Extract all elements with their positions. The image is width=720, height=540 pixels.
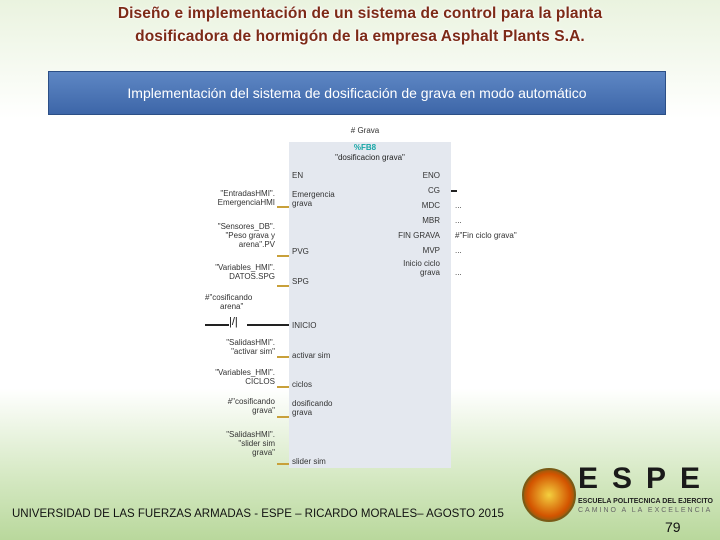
- pin-inicio-ciclo-1: Inicio ciclo: [403, 259, 440, 268]
- pin-dosif-1: dosificando: [292, 399, 333, 408]
- activar-source-2: "activar sim": [231, 347, 275, 356]
- ciclos-source-2: CICLOS: [245, 377, 275, 386]
- pin-spg: SPG: [292, 277, 309, 286]
- pv-source-1: "Sensores_DB".: [217, 222, 275, 231]
- wire-cg: [451, 190, 457, 192]
- pin-emergencia-2: grava: [292, 199, 313, 208]
- dosif-source-2: grava": [252, 406, 275, 415]
- pin-mvp: MVP: [422, 246, 440, 255]
- mvp-dots: ...: [455, 246, 462, 255]
- espe-emblem-icon: [522, 468, 576, 522]
- espe-logo-subtitle: ESCUELA POLITECNICA DEL EJERCITO: [578, 498, 713, 505]
- mdc-dots: ...: [455, 201, 462, 210]
- pin-emergencia-1: Emergencia: [292, 190, 335, 199]
- wire-dosif: [277, 416, 289, 418]
- pin-activar: activar sim: [292, 351, 331, 360]
- pin-dosif-2: grava: [292, 408, 313, 417]
- espe-logo-motto: CAMINO A LA EXCELENCIA: [578, 507, 713, 514]
- fb-id: %FB8: [353, 143, 377, 152]
- contact-symbol: |/|: [229, 316, 238, 328]
- footer-text: UNIVERSIDAD DE LAS FUERZAS ARMADAS - ESPE – RICARDO MORALES– AGOSTO 2015: [12, 508, 504, 520]
- fin-grava-target: #"Fin ciclo grava": [455, 231, 517, 240]
- contact-source-1: #"cosificando: [205, 293, 253, 302]
- pin-eno: ENO: [422, 171, 440, 180]
- slider-source-2: "slider sim: [238, 439, 275, 448]
- pin-inicio-ciclo-2: grava: [419, 268, 440, 277]
- activar-source-1: "SalidasHMI".: [226, 338, 275, 347]
- pin-cg: CG: [428, 186, 440, 195]
- pin-slider: slider sim: [292, 457, 326, 466]
- spg-source-2: DATOS.SPG: [229, 272, 275, 281]
- slider-source-3: grava": [252, 448, 275, 457]
- wire-contact-right: [247, 324, 289, 326]
- ciclos-source-1: "Variables_HMI".: [215, 368, 275, 377]
- wire-pv: [277, 255, 289, 257]
- pin-mdc: MDC: [421, 201, 440, 210]
- title-line-1: Diseño e implementación de un sistema de control para la planta: [117, 5, 603, 22]
- page-number: 79: [665, 519, 681, 535]
- contact-source-2: arena": [220, 302, 244, 311]
- wire-slider: [277, 463, 289, 465]
- slider-source-1: "SalidasHMI".: [226, 430, 275, 439]
- pin-pvg: PVG: [292, 247, 309, 256]
- fb-name: "dosificacion grava": [335, 153, 405, 162]
- emergencia-source-2: EmergenciaHMI: [217, 198, 275, 207]
- title-line-2: dosificadora de hormigón de la empresa Asphalt Plants S.A.: [135, 28, 585, 45]
- spg-source-1: "Variables_HMI".: [215, 263, 275, 272]
- inicio-ciclo-dots: ...: [455, 268, 462, 277]
- espe-logo-letters: ESPE: [578, 462, 715, 495]
- mbr-dots: ...: [455, 216, 462, 225]
- instance-label: # Grava: [350, 126, 380, 135]
- pin-mbr: MBR: [422, 216, 440, 225]
- pin-fin-grava: FIN GRAVA: [398, 231, 440, 240]
- wire-activar: [277, 356, 289, 358]
- pv-source-2: "Peso grava y: [225, 231, 275, 240]
- banner-text: Implementación del sistema de dosificación de grava en modo automático: [127, 85, 587, 101]
- wire-emergencia: [277, 206, 289, 208]
- wire-spg: [277, 285, 289, 287]
- wire-ciclos: [277, 386, 289, 388]
- pin-inicio: INICIO: [292, 321, 317, 330]
- wire-contact-left: [205, 324, 229, 326]
- pin-en: EN: [292, 171, 304, 180]
- emergencia-source-1: "EntradasHMI".: [220, 189, 275, 198]
- pv-source-3: arena".PV: [238, 240, 275, 249]
- dosif-source-1: #"cosificando: [227, 397, 275, 406]
- pin-ciclos: ciclos: [292, 380, 313, 389]
